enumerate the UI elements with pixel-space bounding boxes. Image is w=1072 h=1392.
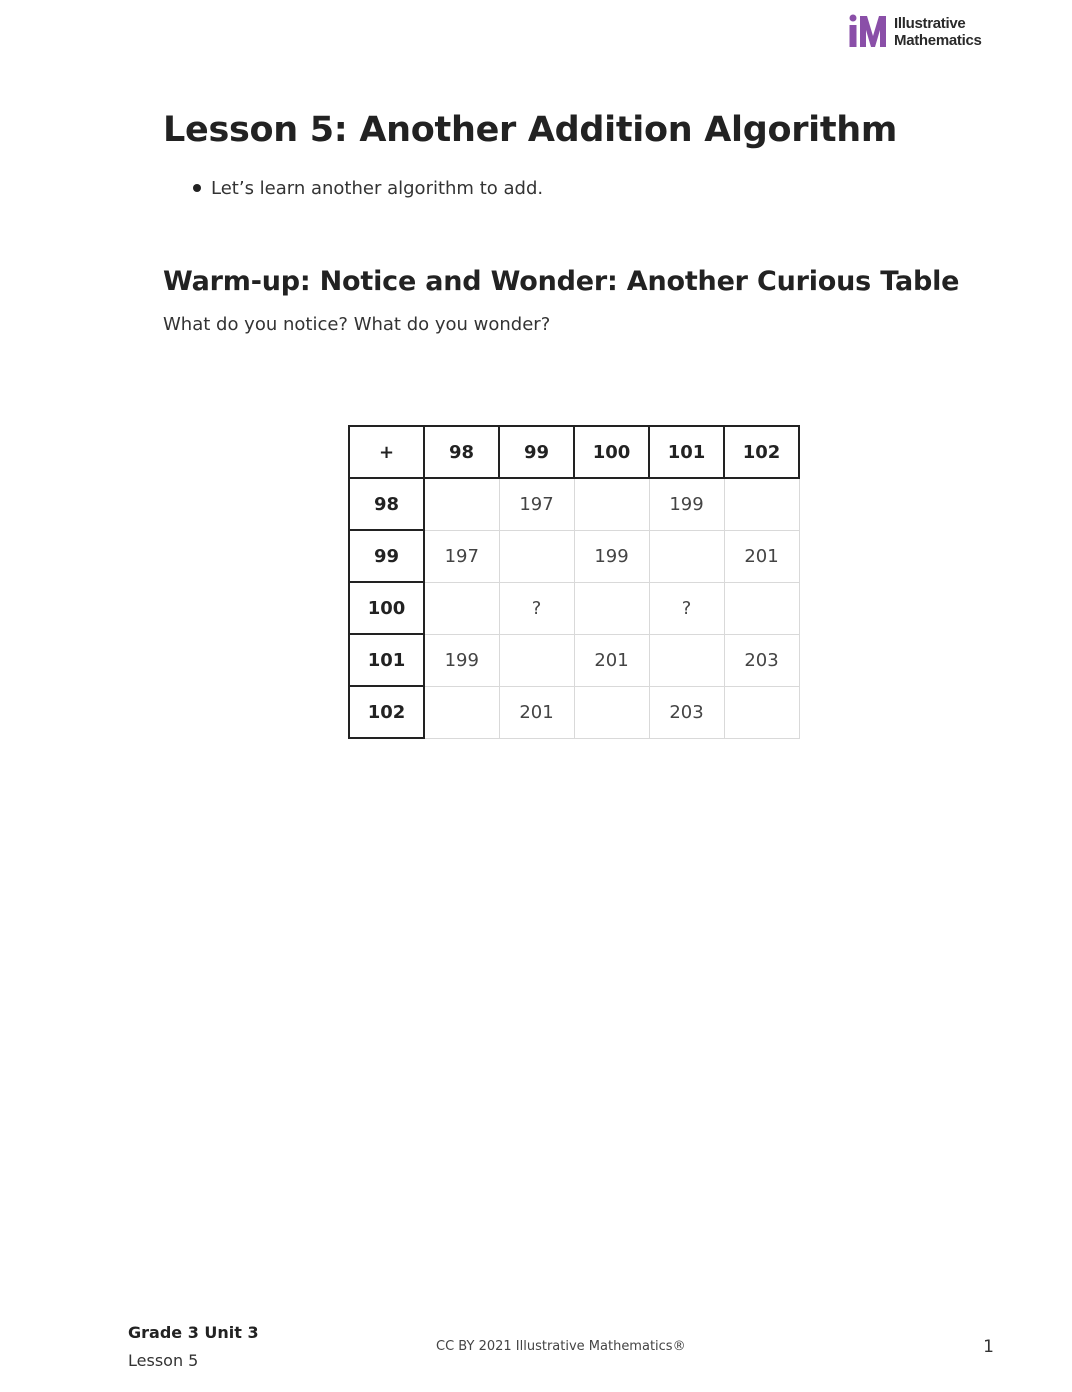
row-header: 102	[349, 686, 424, 738]
table-cell: 201	[724, 530, 799, 582]
column-header: 98	[424, 426, 499, 478]
footer-course-info	[128, 1322, 259, 1372]
table-cell: 199	[574, 530, 649, 582]
column-header: 100	[574, 426, 649, 478]
table-cell	[424, 686, 499, 738]
table-cell: ?	[499, 582, 574, 634]
table-cell	[499, 530, 574, 582]
row-header: 101	[349, 634, 424, 686]
row-header: 98	[349, 478, 424, 530]
table-cell: 199	[424, 634, 499, 686]
table-cell	[724, 582, 799, 634]
table-cell: 197	[499, 478, 574, 530]
row-header: 100	[349, 582, 424, 634]
table-cell	[724, 686, 799, 738]
table-cell	[424, 478, 499, 530]
footer-license: CC BY 2021 Illustrative Mathematics®	[436, 1339, 686, 1354]
table-cell: 199	[649, 478, 724, 530]
column-header: 102	[724, 426, 799, 478]
table-cell: 201	[499, 686, 574, 738]
table-row	[349, 686, 799, 738]
learning-goal-item: Let’s learn another algorithm to add.	[163, 177, 543, 201]
table-row	[349, 530, 799, 582]
warmup-prompt: What do you notice? What do you wonder?	[163, 314, 551, 335]
table-cell: 203	[649, 686, 724, 738]
logo-wordmark	[894, 15, 982, 49]
table-cell	[574, 686, 649, 738]
footer-lesson: Lesson 5	[128, 1351, 199, 1370]
warmup-title: Warm-up: Notice and Wonder: Another Curious Table	[163, 266, 960, 297]
footer-grade-unit: Grade 3 Unit 3	[128, 1323, 259, 1342]
table-cell	[424, 582, 499, 634]
table-row	[349, 634, 799, 686]
table-row	[349, 478, 799, 530]
column-header: 99	[499, 426, 574, 478]
lesson-title: Lesson 5: Another Addition Algorithm	[163, 110, 898, 150]
table-cell	[724, 478, 799, 530]
im-logo-icon	[848, 14, 890, 48]
table-cell: 201	[574, 634, 649, 686]
logo-line-1: Illustrative	[894, 15, 966, 32]
table-cell: 203	[724, 634, 799, 686]
table-cell	[499, 634, 574, 686]
row-header: 99	[349, 530, 424, 582]
logo-line-2: Mathematics	[894, 32, 982, 49]
footer-page-number: 1	[983, 1337, 994, 1357]
table-cell: ?	[649, 582, 724, 634]
table-cell	[649, 634, 724, 686]
addition-table	[348, 425, 800, 739]
table-corner-plus: +	[349, 426, 424, 478]
illustrative-mathematics-logo	[848, 14, 998, 50]
learning-goals-list	[163, 177, 543, 201]
table-cell	[574, 582, 649, 634]
column-header: 101	[649, 426, 724, 478]
table-header-row	[349, 426, 799, 478]
table-cell	[649, 530, 724, 582]
table-cell: 197	[424, 530, 499, 582]
table-cell	[574, 478, 649, 530]
table-row	[349, 582, 799, 634]
